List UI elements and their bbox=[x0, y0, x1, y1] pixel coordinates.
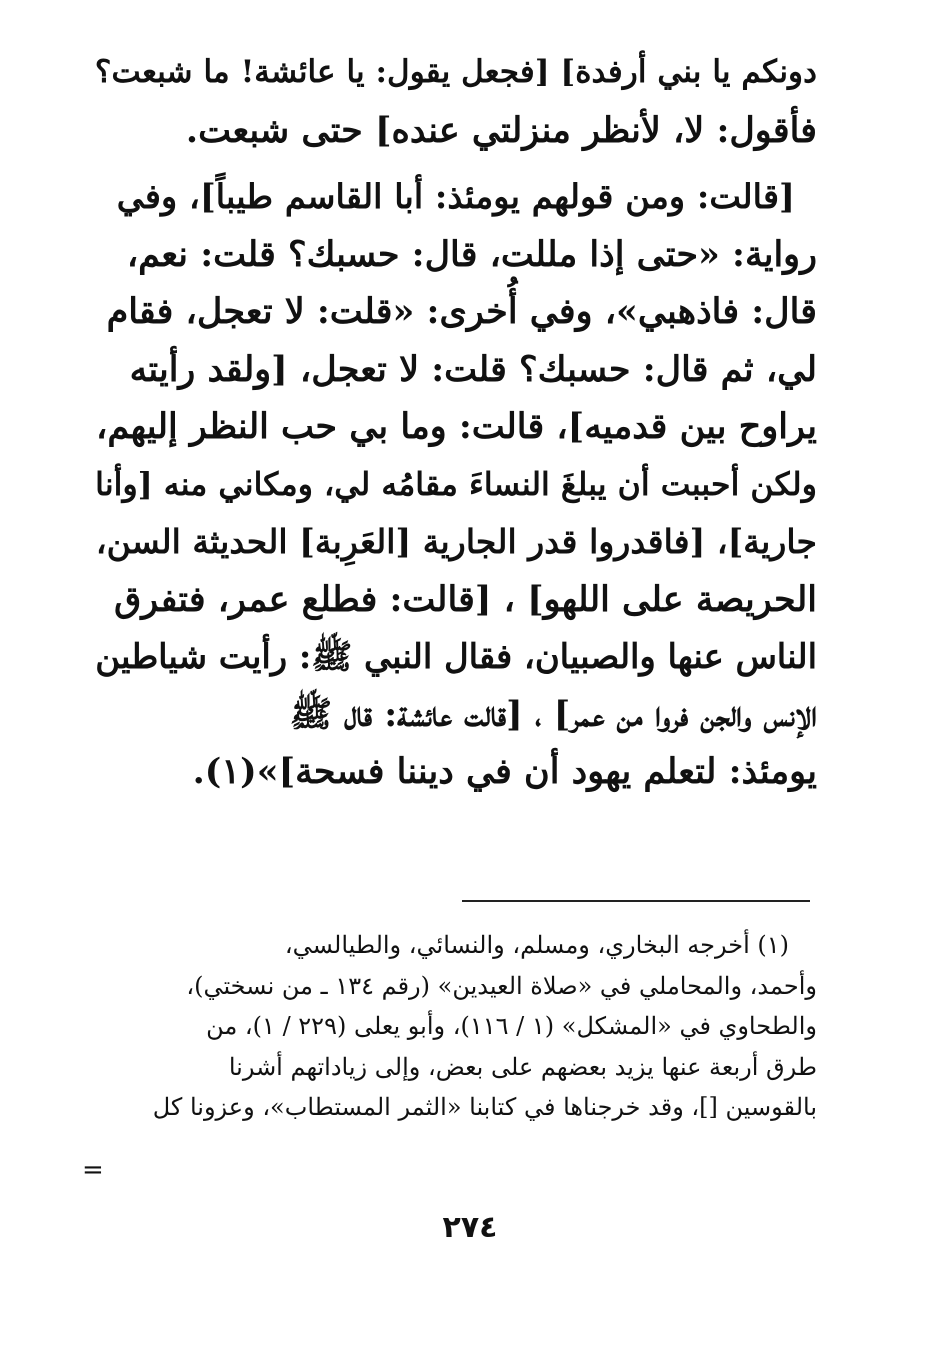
main-text-block bbox=[95, 44, 817, 801]
main-text-line: قال: فاذهبي»، وفي أُخرى: «قلت: لا تعجل، فقام bbox=[106, 291, 817, 332]
main-text-line: ولكن أحببت أن يبلغَ النساءَ مقامُه لي، ومكاني منه [وأنا bbox=[95, 465, 817, 503]
main-text-line: الحريصة على اللهو] ، [قالت: فطلع عمر، فتفرق bbox=[114, 578, 817, 620]
page-number: ٢٧٤ bbox=[442, 1210, 498, 1245]
footnote-line: بالقوسين []، وقد خرجناها في كتابنا «الثمر المستطاب»، وعزونا كل bbox=[152, 1093, 817, 1121]
main-text-line: [قالت: ومن قولهم يومئذ: أبا القاسم طيباً]، وفي bbox=[116, 176, 795, 216]
main-text-line: فأقول: لا، لأنظر منزلتي عنده] حتى شبعت. bbox=[185, 109, 817, 151]
main-text-line: لي، ثم قال: حسبك؟ قلت: لا تعجل، [ولقد رأيته bbox=[129, 348, 817, 390]
footnote-line: طرق أربعة عنها يزيد بعضهم على بعض، وإلى زياداتهم أشرنا bbox=[228, 1052, 817, 1081]
main-text-line: الإنس والجن فروا من عمر] ، [قالت عائشة: قال ﷺ bbox=[289, 693, 817, 735]
footnote-separator-rule bbox=[462, 900, 810, 902]
main-text-line: يومئذ: لتعلم يهود أن في ديننا فسحة]»(١). bbox=[192, 751, 817, 792]
main-text-line: جارية]، [فاقدروا قدر الجارية [العَرِبة] الحديثة السن، bbox=[95, 522, 817, 561]
footnote-line: (١) أخرجه البخاري، ومسلم، والنسائي، والطيالسي، bbox=[284, 931, 789, 959]
main-text-line: دونكم يا بني أرفدة] [فجعل يقول: يا عائشة! ما شبعت؟ bbox=[94, 54, 817, 90]
footnote-line: والطحاوي في «المشكل» (١ / ١١٦)، وأبو يعلى (٢٢٩ / ١)، من bbox=[206, 1012, 817, 1040]
main-text-line: يراوح بين قدميه]، قالت: وما بي حب النظر إليهم، bbox=[96, 406, 817, 447]
main-text-line: رواية: «حتى إذا مللت، قال: حسبك؟ قلت: نعم، bbox=[126, 233, 817, 275]
footnote-continuation-mark: = bbox=[82, 1155, 104, 1185]
footnotes-block bbox=[95, 925, 817, 1128]
main-text-line: الناس عنها والصبيان، فقال النبي ﷺ: رأيت شياطين bbox=[95, 636, 817, 676]
footnote-line: وأحمد، والمحاملي في «صلاة العيدين» (رقم ١٣٤ ـ من نسختي)، bbox=[186, 971, 817, 1000]
